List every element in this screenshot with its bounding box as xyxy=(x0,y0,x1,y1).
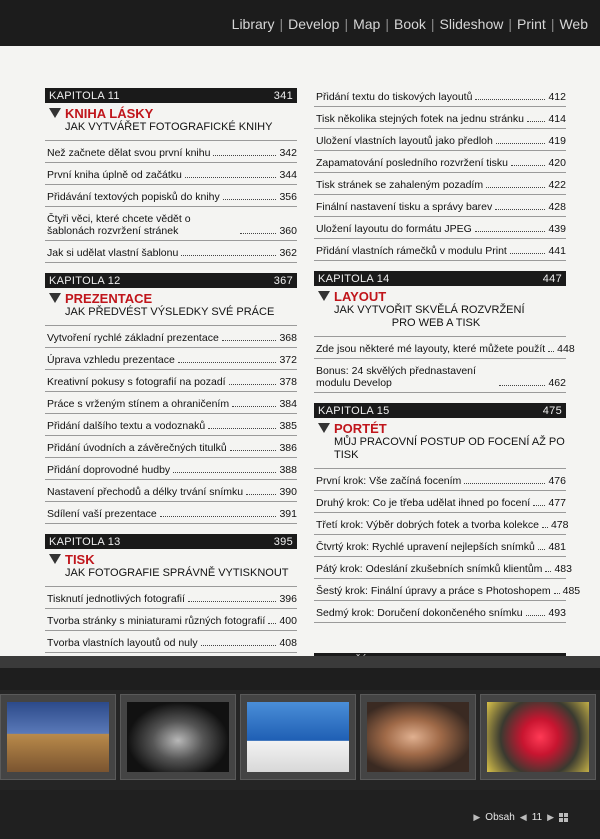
toc-entry-page: 439 xyxy=(548,223,566,235)
chapter-label: KAPITOLA 11 xyxy=(49,89,120,102)
chapter-bar-15[interactable] xyxy=(314,403,566,418)
toc-entry[interactable] xyxy=(45,185,297,207)
toc-entry-title: Bonus: 24 skvělých přednastavení modulu Develop xyxy=(316,365,476,389)
toc-entry[interactable] xyxy=(314,469,566,491)
toc-entry[interactable] xyxy=(314,88,566,107)
nav-web[interactable]: Web xyxy=(559,16,588,32)
leader-dots xyxy=(185,177,277,178)
toc-entry-page: 420 xyxy=(548,157,566,169)
toc-entry-title: První kniha úplně od začátku xyxy=(47,169,182,181)
triangle-bullet-icon xyxy=(318,291,330,301)
toc-entry-title: Přidávání textových popisků do knihy xyxy=(47,191,220,203)
filmstrip-thumbnail[interactable] xyxy=(480,694,596,780)
triangle-bullet-icon xyxy=(49,554,61,564)
grid-view-icon[interactable] xyxy=(559,813,568,822)
toc-entry[interactable] xyxy=(314,513,569,535)
toc-entry-page: 485 xyxy=(562,585,581,597)
toc-entry-page: 408 xyxy=(279,637,297,649)
toc-entry[interactable] xyxy=(314,195,566,217)
leader-dots xyxy=(538,549,546,550)
leader-dots xyxy=(229,384,277,385)
toc-entry-title: Druhý krok: Co je třeba udělat ihned po focení xyxy=(316,497,531,509)
toc-entry-title: Kreativní pokusy s fotografií na pozadí xyxy=(47,376,226,388)
chapter-header-15 xyxy=(314,418,566,469)
toc-entry[interactable] xyxy=(45,392,297,414)
footer-label: Obsah xyxy=(485,812,515,823)
leader-dots xyxy=(511,165,545,166)
module-nav xyxy=(232,16,588,32)
toc-entry[interactable] xyxy=(314,129,566,151)
chapter-subtitle: JAK PŘEDVÉST VÝSLEDKY SVÉ PRÁCE xyxy=(65,306,275,318)
chapter-header-12 xyxy=(45,288,297,326)
toc-entry-title: Uložení vlastních layoutů jako předloh xyxy=(316,135,493,147)
toc-entry-title: Pátý krok: Odeslání zkušebních snímků klientům xyxy=(316,563,543,575)
chapter-bar-11[interactable] xyxy=(45,88,297,103)
leader-dots xyxy=(548,351,554,352)
toc-entry[interactable] xyxy=(45,502,297,524)
nav-slideshow[interactable]: Slideshow xyxy=(439,16,504,32)
toc-entry[interactable] xyxy=(45,370,297,392)
toc-entry-title: Vytvoření rychlé základní prezentace xyxy=(47,332,219,344)
leader-dots xyxy=(496,143,546,144)
toc-entry-page: 360 xyxy=(279,225,297,237)
toc-entry[interactable] xyxy=(314,151,566,173)
toc-entry-title: Čtvrtý krok: Rychlé upravení nejlepších snímků xyxy=(316,541,535,553)
toc-entry[interactable] xyxy=(45,141,297,163)
toc-entry-title: Přidání textu do tiskových layoutů xyxy=(316,91,473,103)
chapter-label: KAPITOLA 14 xyxy=(318,272,390,285)
toc-entry[interactable] xyxy=(314,535,566,557)
toc-entry[interactable] xyxy=(314,173,566,195)
toc-entry-page: 342 xyxy=(279,147,297,159)
toc-entry-page: 493 xyxy=(548,607,566,619)
toc-entry-page: 481 xyxy=(548,541,566,553)
toc-entry-title: Tisk několika stejných fotek na jednu stránku xyxy=(316,113,524,125)
chapter-label: KAPITOLA 12 xyxy=(49,274,121,287)
chapter-title: LAYOUT xyxy=(334,289,387,304)
triangle-bullet-icon xyxy=(318,423,330,433)
toc-entry[interactable] xyxy=(45,436,297,458)
toc-entry-title: Přidání úvodních a závěrečných titulků xyxy=(47,442,227,454)
chapter-subtitle: JAK FOTOGRAFIE SPRÁVNĚ VYTISKNOUT xyxy=(65,567,289,579)
filmstrip-thumbnail[interactable] xyxy=(120,694,236,780)
filmstrip-thumbnail[interactable] xyxy=(360,694,476,780)
toc-entry[interactable] xyxy=(45,348,297,370)
toc-entry[interactable] xyxy=(314,579,581,601)
toc-entry[interactable] xyxy=(45,631,297,653)
nav-separator: | xyxy=(508,16,513,32)
toc-entry-page: 344 xyxy=(279,169,297,181)
triangle-bullet-icon xyxy=(49,108,61,118)
leader-dots xyxy=(499,385,545,386)
toc-entry-title: Nastavení přechodů a délky trvání snímku xyxy=(47,486,244,498)
toc-entry-title: Úprava vzhledu prezentace xyxy=(47,354,175,366)
toc-entry-page: 400 xyxy=(279,615,297,627)
filmstrip-band xyxy=(0,668,600,690)
leader-dots xyxy=(223,199,277,200)
toc-entry-title: Sedmý krok: Doručení dokončeného snímku xyxy=(316,607,523,619)
arrow-left-icon[interactable]: ◀ xyxy=(519,812,527,822)
toc-entry-title: Tvorba vlastních layoutů od nuly xyxy=(47,637,198,649)
toc-entry-page: 478 xyxy=(550,519,569,531)
chapter-header-14 xyxy=(314,286,566,337)
toc-entry-title: První krok: Vše začíná focením xyxy=(316,475,462,487)
toc-entry-title: Jak si udělat vlastní šablonu xyxy=(47,247,179,259)
nav-develop[interactable]: Develop xyxy=(288,16,340,32)
thumbnail-image xyxy=(247,702,349,772)
nav-separator: | xyxy=(550,16,555,32)
toc-entry-page: 391 xyxy=(279,508,297,520)
nav-map[interactable]: Map xyxy=(353,16,381,32)
toc-entry-page: 390 xyxy=(279,486,297,498)
leader-dots xyxy=(475,231,546,232)
nav-separator: | xyxy=(430,16,435,32)
toc-entry-page: 428 xyxy=(548,201,566,213)
toc-entry[interactable] xyxy=(45,609,297,631)
thumbnail-image xyxy=(487,702,589,772)
leader-dots xyxy=(545,571,551,572)
toc-entry-page: 448 xyxy=(557,343,575,355)
toc-entry-page: 412 xyxy=(548,91,566,103)
toc-entry[interactable] xyxy=(45,241,297,263)
leader-dots xyxy=(230,450,277,451)
toc-left-column xyxy=(45,88,297,653)
toc-entry[interactable] xyxy=(314,107,566,129)
toc-entry[interactable] xyxy=(314,337,575,359)
toc-entry-title: Práce s vrženým stínem a ohraničením xyxy=(47,398,230,410)
toc-entry[interactable] xyxy=(45,458,297,480)
page-footer xyxy=(473,812,568,823)
toc-entry-page: 362 xyxy=(279,247,297,259)
leader-dots xyxy=(201,645,277,646)
chapter-page: 367 xyxy=(273,274,293,287)
toc-entry-title: Třetí krok: Výběr dobrých fotek a tvorba kolekce xyxy=(316,519,539,531)
thumbnail-image xyxy=(7,702,109,772)
toc-entry-title: Tisk stránek se zahaleným pozadím xyxy=(316,179,484,191)
leader-dots xyxy=(510,253,546,254)
toc-entry[interactable] xyxy=(45,480,297,502)
toc-entry[interactable] xyxy=(45,326,297,348)
nav-library[interactable]: Library xyxy=(231,16,275,32)
toc-entry-title: Uložení layoutu do formátu JPEG xyxy=(316,223,472,235)
nav-separator: | xyxy=(344,16,349,32)
chapter-subtitle: PRO WEB A TISK xyxy=(391,317,481,329)
toc-entry-page: 372 xyxy=(279,354,297,366)
toc-entry-title: Tisknutí jednotlivých fotografií xyxy=(47,593,185,605)
leader-dots xyxy=(554,593,560,594)
chapter-title: TISK xyxy=(65,552,95,567)
nav-book[interactable]: Book xyxy=(393,16,426,32)
toc-entry-title: Čtyři věci, které chcete vědět o šablonách rozvržení stránek xyxy=(47,213,191,237)
chapter-title: KNIHA LÁSKY xyxy=(65,106,154,121)
chapter-bar-12[interactable] xyxy=(45,273,297,288)
footer-page: 11 xyxy=(531,812,543,823)
toc-entry[interactable] xyxy=(314,239,566,261)
leader-dots xyxy=(181,255,276,256)
leader-dots xyxy=(495,209,545,210)
leader-dots xyxy=(213,155,276,156)
chapter-bar-13[interactable] xyxy=(45,534,297,549)
toc-entry-title: Přidání vlastních rámečků v modulu Print xyxy=(316,245,507,257)
chapter-page: 447 xyxy=(542,272,562,285)
toc-entry[interactable] xyxy=(314,491,566,513)
filmstrip-thumbnail[interactable] xyxy=(0,694,116,780)
toc-entry-page: 384 xyxy=(279,398,297,410)
chapter-label: KAPITOLA 15 xyxy=(318,404,390,417)
toc-entry-page: 368 xyxy=(279,332,297,344)
chapter-header-11 xyxy=(45,103,297,141)
toc-entry-title: Tvorba stránky s miniaturami různých fotografií xyxy=(47,615,266,627)
thumbnail-image xyxy=(367,702,469,772)
toc-entry-title: Sdílení vaší prezentace xyxy=(47,508,157,520)
leader-dots xyxy=(475,99,545,100)
toc-entry-page: 483 xyxy=(554,563,572,575)
toc-entry-page: 414 xyxy=(548,113,566,125)
leader-dots xyxy=(208,428,276,429)
toc-entry-title: Než začnete dělat svou první knihu xyxy=(47,147,211,159)
toc-entry-page: 396 xyxy=(279,593,297,605)
toc-entry-title: Přidání doprovodné hudby xyxy=(47,464,171,476)
arrow-right-icon[interactable]: ▶ xyxy=(547,812,554,822)
toc-entry-page: 422 xyxy=(548,179,566,191)
leader-dots xyxy=(178,362,277,363)
leader-dots xyxy=(246,494,276,495)
toc-entry[interactable] xyxy=(45,207,297,241)
chapter-bar-14[interactable] xyxy=(314,271,566,286)
leader-dots xyxy=(268,623,276,624)
toc-entry-page: 419 xyxy=(548,135,566,147)
toc-entry-page: 441 xyxy=(548,245,566,257)
triangle-right-icon: ▶ xyxy=(473,812,481,822)
leader-dots xyxy=(527,121,545,122)
chapter-page: 475 xyxy=(542,404,562,417)
toc-entry-page: 462 xyxy=(548,377,566,389)
toc-entry-title: Přidání dalšího textu a vodoznaků xyxy=(47,420,206,432)
leader-dots xyxy=(240,233,276,234)
toc-entry[interactable] xyxy=(45,587,297,609)
filmstrip-thumbnail[interactable] xyxy=(240,694,356,780)
toc-entry[interactable] xyxy=(45,414,297,436)
toc-entry-page: 477 xyxy=(548,497,566,509)
chapter-title: PREZENTACE xyxy=(65,291,153,306)
leader-dots xyxy=(533,505,545,506)
top-bar xyxy=(0,0,600,46)
toc-entry-page: 356 xyxy=(279,191,297,203)
chapter-page: 341 xyxy=(273,89,293,102)
toc-entry-title: Šestý krok: Finální úpravy a práce s Photoshopem xyxy=(316,585,551,597)
thumbnail-image xyxy=(127,702,229,772)
toc-entry-page: 385 xyxy=(279,420,297,432)
nav-separator: | xyxy=(279,16,284,32)
leader-dots xyxy=(173,472,276,473)
leader-dots xyxy=(222,340,277,341)
toc-entry-page: 388 xyxy=(279,464,297,476)
leader-dots xyxy=(188,601,277,602)
toc-right-column xyxy=(314,88,581,668)
toc-entry[interactable] xyxy=(314,217,566,239)
leader-dots xyxy=(160,516,277,517)
toc-entry-page: 378 xyxy=(279,376,297,388)
filmstrip-header xyxy=(0,656,600,668)
triangle-bullet-icon xyxy=(49,293,61,303)
toc-entry[interactable] xyxy=(45,163,297,185)
leader-dots xyxy=(526,615,546,616)
toc-entry-page: 476 xyxy=(548,475,566,487)
chapter-title: PORTÉT xyxy=(334,421,387,436)
leader-dots xyxy=(464,483,545,484)
toc-entry[interactable] xyxy=(314,601,566,623)
chapter-subtitle: JAK VYTVÁŘET FOTOGRAFICKÉ KNIHY xyxy=(65,121,273,133)
toc-entry-page: 386 xyxy=(279,442,297,454)
toc-entry[interactable] xyxy=(314,557,572,579)
chapter-subtitle: MŮJ PRACOVNÍ POSTUP OD FOCENÍ AŽ PO TISK xyxy=(334,436,565,461)
nav-print[interactable]: Print xyxy=(517,16,546,32)
chapter-subtitle: JAK VYTVOŘIT SKVĚLÁ ROZVRŽENÍ xyxy=(334,304,525,316)
toc-entry-title: Zde jsou některé mé layouty, které můžete použít xyxy=(316,343,546,355)
toc-entry-title: Zapamatování posledního rozvržení tisku xyxy=(316,157,509,169)
chapter-header-13 xyxy=(45,549,297,587)
leader-dots xyxy=(486,187,545,188)
chapter-label: KAPITOLA 13 xyxy=(49,535,121,548)
leader-dots xyxy=(232,406,276,407)
nav-separator: | xyxy=(385,16,389,32)
toc-entry-title: Finální nastavení tisku a správy barev xyxy=(316,201,493,213)
chapter-page: 395 xyxy=(273,535,293,548)
toc-entry[interactable] xyxy=(314,359,566,393)
leader-dots xyxy=(542,527,548,528)
